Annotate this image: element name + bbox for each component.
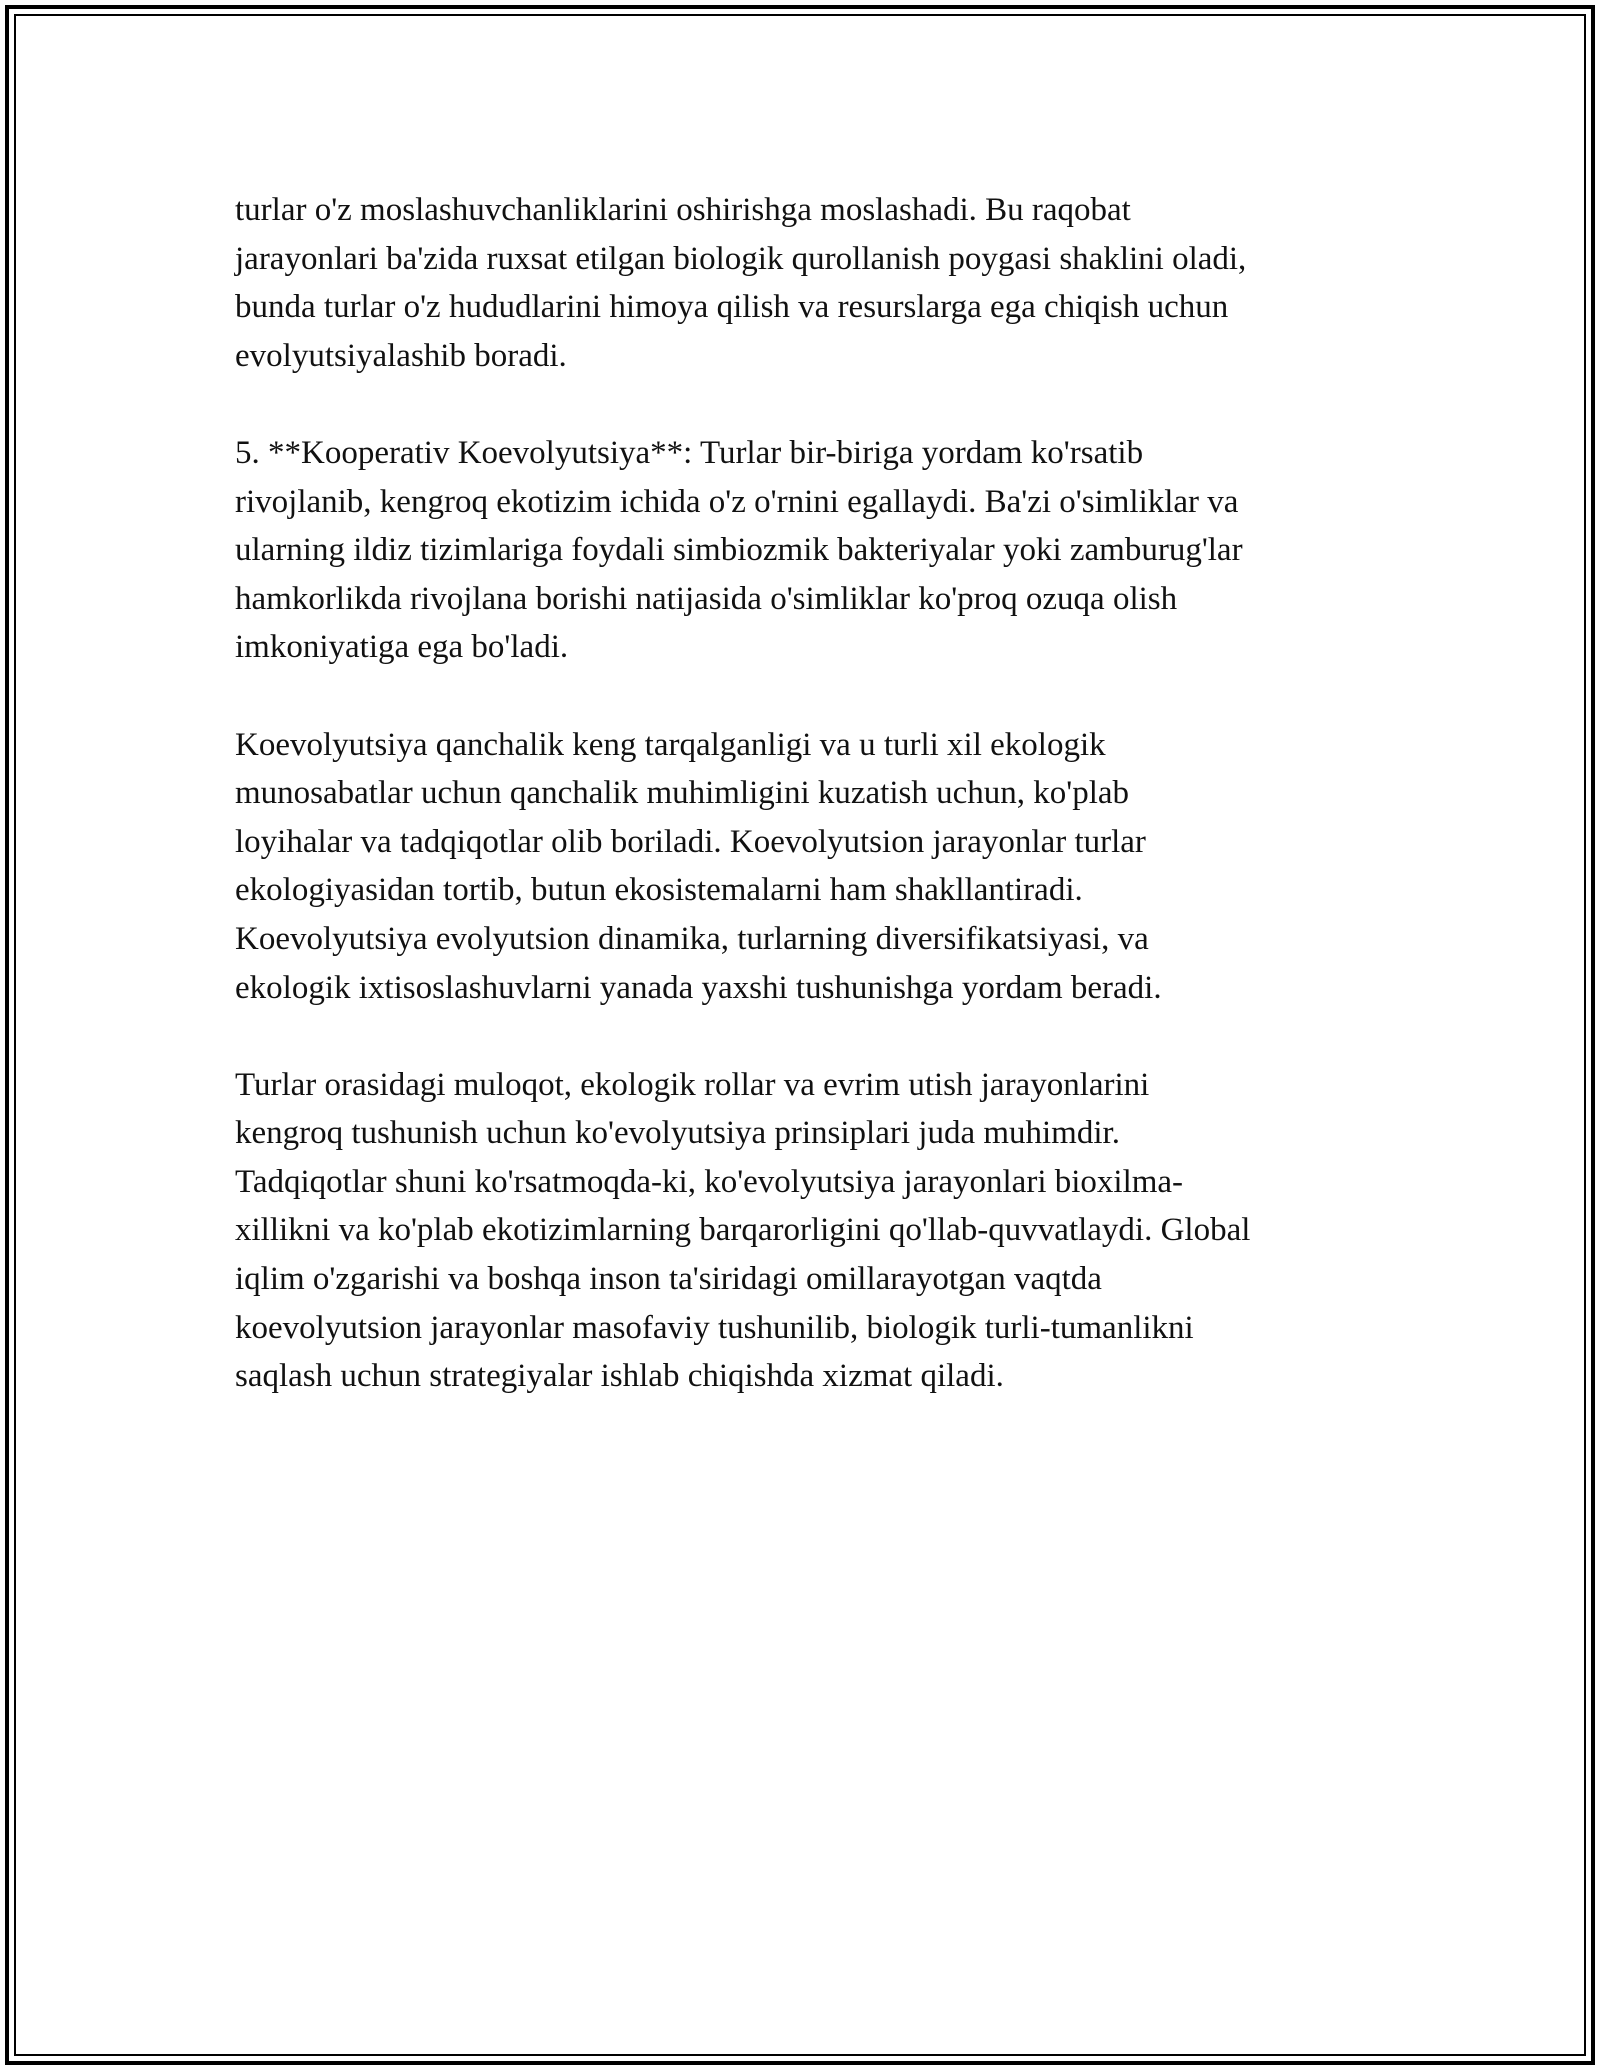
paragraph-coevolution-principles: Turlar orasidagi muloqot, ekologik rollar va evrim utish jarayonlarini kengroq tushunish uchun ko'evolyutsiya prinsiplari juda muhimdir. Tadqiqotlar shuni ko'rsatmoqda-ki, ko'evolyutsiya jarayonlari bioxilma- xillikni va ko'plab ekotizimlarning barqarorligini qo'llab-quvvatlaydi. Global iqlim o'zgarishi va boshqa inson ta'siridagi omillarayotgan vaqtda koevolyutsion jarayonlar masofaviy tushunilib, biologik turli-tumanlikni saqlash uchun strategiyalar ishlab chiqishda xizmat qiladi. bbox=[235, 1066, 1251, 1395]
document-body bbox=[235, 186, 1375, 1449]
paragraph-coevolution-research: Koevolyutsiya qanchalik keng tarqalganligi va u turli xil ekologik munosabatlar uchun qanchalik muhimligini kuzatish uchun, ko'plab loyihalar va tadqiqotlar olib boriladi. Koevolyutsion jarayonlar turlar ekologiyasidan tortib, butun ekosistemalarni ham shakllantiradi. Koevolyutsiya evolyutsion dinamika, turlarning diversifikatsiyasi, va ekologik ixtisoslashuvlarni yanada yaxshi tushunishga yordam beradi. bbox=[235, 726, 1162, 1006]
paragraph-competitive-coevolution-end: turlar o'z moslashuvchanliklarini oshirishga moslashadi. Bu raqobat jarayonlari ba'zida ruxsat etilgan biologik qurollanish poygasi shaklini oladi, bunda turlar o'z hududlarini himoya qilish va resurslarga ega chiqish uchun evolyutsiyalashib boradi. bbox=[235, 192, 1247, 374]
paragraph-cooperative-coevolution: 5. **Kooperativ Koevolyutsiya**: Turlar bir-biriga yordam ko'rsatib rivojlanib, kengroq ekotizim ichida o'z o'rnini egallaydi. Ba'zi o'simliklar va ularning ildiz tizimlariga foydali simbiozmik bakteriyalar yoki zamburug'lar hamkorlikda rivojlana borishi natijasida o'simliklar ko'proq ozuqa olish imkoniyatiga ega bo'ladi. bbox=[235, 434, 1243, 666]
